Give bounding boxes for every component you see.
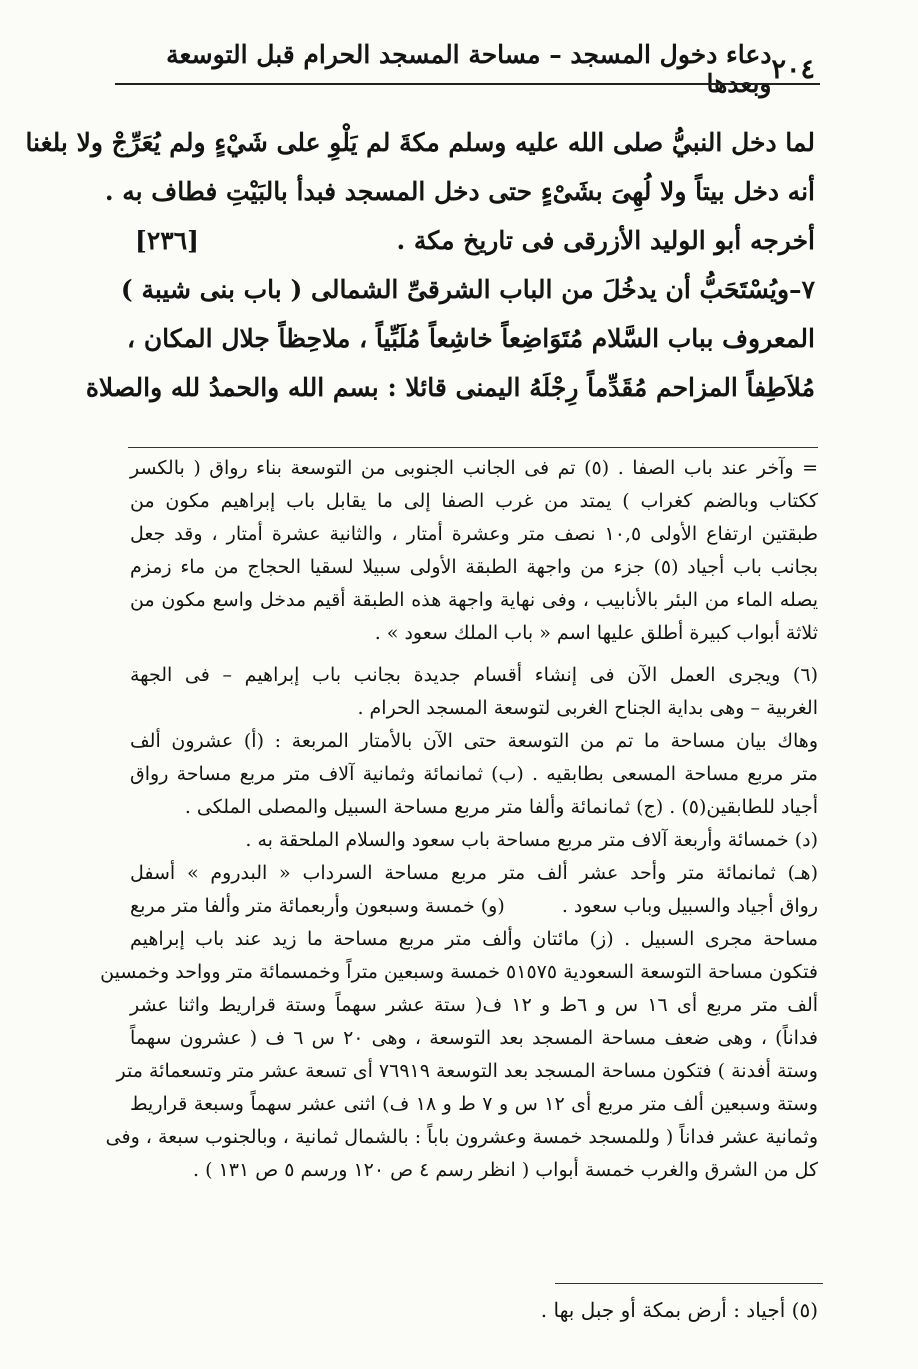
- running-head-title: دعاء دخول المسجد – مساحة المسجد الحرام قبل التوسعة وبعدها: [166, 40, 772, 98]
- note-line: أجياد للطابقين(٥) . (ج) ثمانمائة وألفا متر مربع مساحة السبيل والمصلى الملكى .: [184, 796, 818, 818]
- notes: [100, 452, 819, 1187]
- main-line: أخرجه أبو الوليد الأزرقى فى تاريخ مكة .: [396, 226, 815, 255]
- note-line: طبقتين ارتفاع الأولى ١٠,٥ نصف متر وعشرة أمتار ، والثانية عشرة أمتار ، وقد جعل: [130, 523, 818, 545]
- header-rule: [115, 83, 820, 85]
- note-line: وستة وسبعين ألف متر مربع أى ١٢ س و ٧ ط و ١٨ ف) اثنى عشر سهماً وسبعة قراريط: [130, 1093, 818, 1115]
- note-line: متر مربع مساحة المسعى بطابقيه . (ب) ثمانمائة وثمانية آلاف متر مربع مساحة رواق: [130, 763, 818, 785]
- note-line: مساحة مجرى السبيل . (ز) مائتان وألف متر مربع مساحة ما زيد عند باب إبراهيم: [130, 928, 818, 950]
- note-line: وستة أفدنة ) فتكون مساحة المسجد بعد التوسعة ٧٦٩١٩ أى تسعة عشر متر وتسعمائة متر: [116, 1060, 818, 1082]
- running-head: [130, 40, 815, 98]
- notes-separator: [128, 447, 818, 448]
- note-line: ثلاثة أبواب كبيرة أطلق عليها اسم « باب الملك سعود » .: [374, 622, 818, 644]
- main-text: [25, 118, 815, 412]
- note-line: وثمانية عشر فداناً ( وللمسجد خمسة وعشرون باباً : بالشمال ثمانية ، وبالجنوب سبعة ، وفى: [105, 1126, 818, 1148]
- note-line: (د) خمسائة وأربعة آلاف متر مربع مساحة باب سعود والسلام الملحقة به .: [245, 829, 818, 851]
- note-segment: رواق أجياد والسبيل وباب سعود .: [561, 895, 818, 917]
- note-line: (٦) ويجرى العمل الآن فى إنشاء أقسام جديدة بجانب باب إبراهيم – فى الجهة: [130, 664, 818, 686]
- note-line: فداناً) ، وهى ضعف مساحة المسجد بعد التوسعة ، وهى ٢٠ س ٦ ف ( عشرون سهماً: [130, 1027, 818, 1049]
- main-line: مُلاَطِفاً المزاحم مُقَدِّماً رِجْلَهُ اليمنى قائلا : بسم الله والحمدُ لله والصلاة: [85, 373, 815, 402]
- footnote: (٥) أجياد : أرض بمكة أو جبل بها .: [540, 1298, 818, 1322]
- note-line: الغربية – وهى بداية الجناح الغربى لتوسعة المسجد الحرام .: [357, 697, 818, 719]
- note-line: بجانب باب أجياد (٥) جزء من واجهة الطبقة الأولى سبيلا لسقيا الحجاج من ماء زمزم: [130, 556, 818, 578]
- note-line: وهاك بيان مساحة ما تم من التوسعة حتى الآن بالأمتار المربعة : (أ) عشرون ألف: [130, 730, 818, 752]
- note-line: ككتاب وبالضم كغراب ) يمتد من غرب الصفا إلى ما يقابل باب إبراهيم مكون من: [130, 490, 818, 512]
- note-line: يصله الماء من البئر بالأنابيب ، وفى نهاية واجهة هذه الطبقة أقيم مدخل واسع مكون من: [130, 589, 818, 611]
- note-line-split: [130, 890, 818, 923]
- footnote-separator: [555, 1283, 823, 1284]
- main-line: أنه دخل بيتاً ولا لُهِىَ بشَىْءٍ حتى دخل المسجد فبدأ بالبَيْتِ فطاف به .: [104, 177, 815, 206]
- note-segment: (و) خمسة وسبعون وأربعمائة متر وألفا متر مربع: [130, 895, 505, 917]
- main-line: ٧–ويُسْتَحَبُّ أن يدخُلَ من الباب الشرقىِّ الشمالى ( باب بنى شيبة ): [120, 275, 815, 304]
- note-line: = وآخر عند باب الصفا . (٥) تم فى الجانب الجنوبى من التوسعة بناء رواق ( بالكسر: [130, 457, 818, 479]
- main-line: المعروف بباب السَّلام مُتَوَاضِعاً خاشِعاً مُلَبِّياً ، ملاحِظاً جلال المكان ،: [127, 324, 815, 353]
- note-line: (هـ) ثمانمائة متر وأحد عشر ألف متر مربع مساحة السرداب « البدروم » أسفل: [130, 862, 818, 884]
- note-line: ألف متر مربع أى ١٦ س و ٦ط و ١٢ ف( ستة عشر سهماً وستة قراريط واثنا عشر: [130, 994, 819, 1016]
- reference-number: [٢٣٦]: [135, 226, 199, 255]
- page-number: ٢٠٤: [771, 53, 815, 85]
- note-line: كل من الشرق والغرب خمسة أبواب ( انظر رسم ٤ ص ١٢٠ ورسم ٥ ص ١٣١ ) .: [193, 1159, 818, 1181]
- main-line-with-reference: [135, 216, 815, 265]
- note-line: فتكون مساحة التوسعة السعودية ٥١٥٧٥ خمسة وسبعين متراً وخمسمائة متر وواحد وخمسين: [100, 961, 818, 983]
- main-line: لما دخل النبيُّ صلى الله عليه وسلم مكةَ لم يَلْوِ على شَيْءٍ ولم يُعَرِّجْ ولا بلغنا: [25, 128, 815, 157]
